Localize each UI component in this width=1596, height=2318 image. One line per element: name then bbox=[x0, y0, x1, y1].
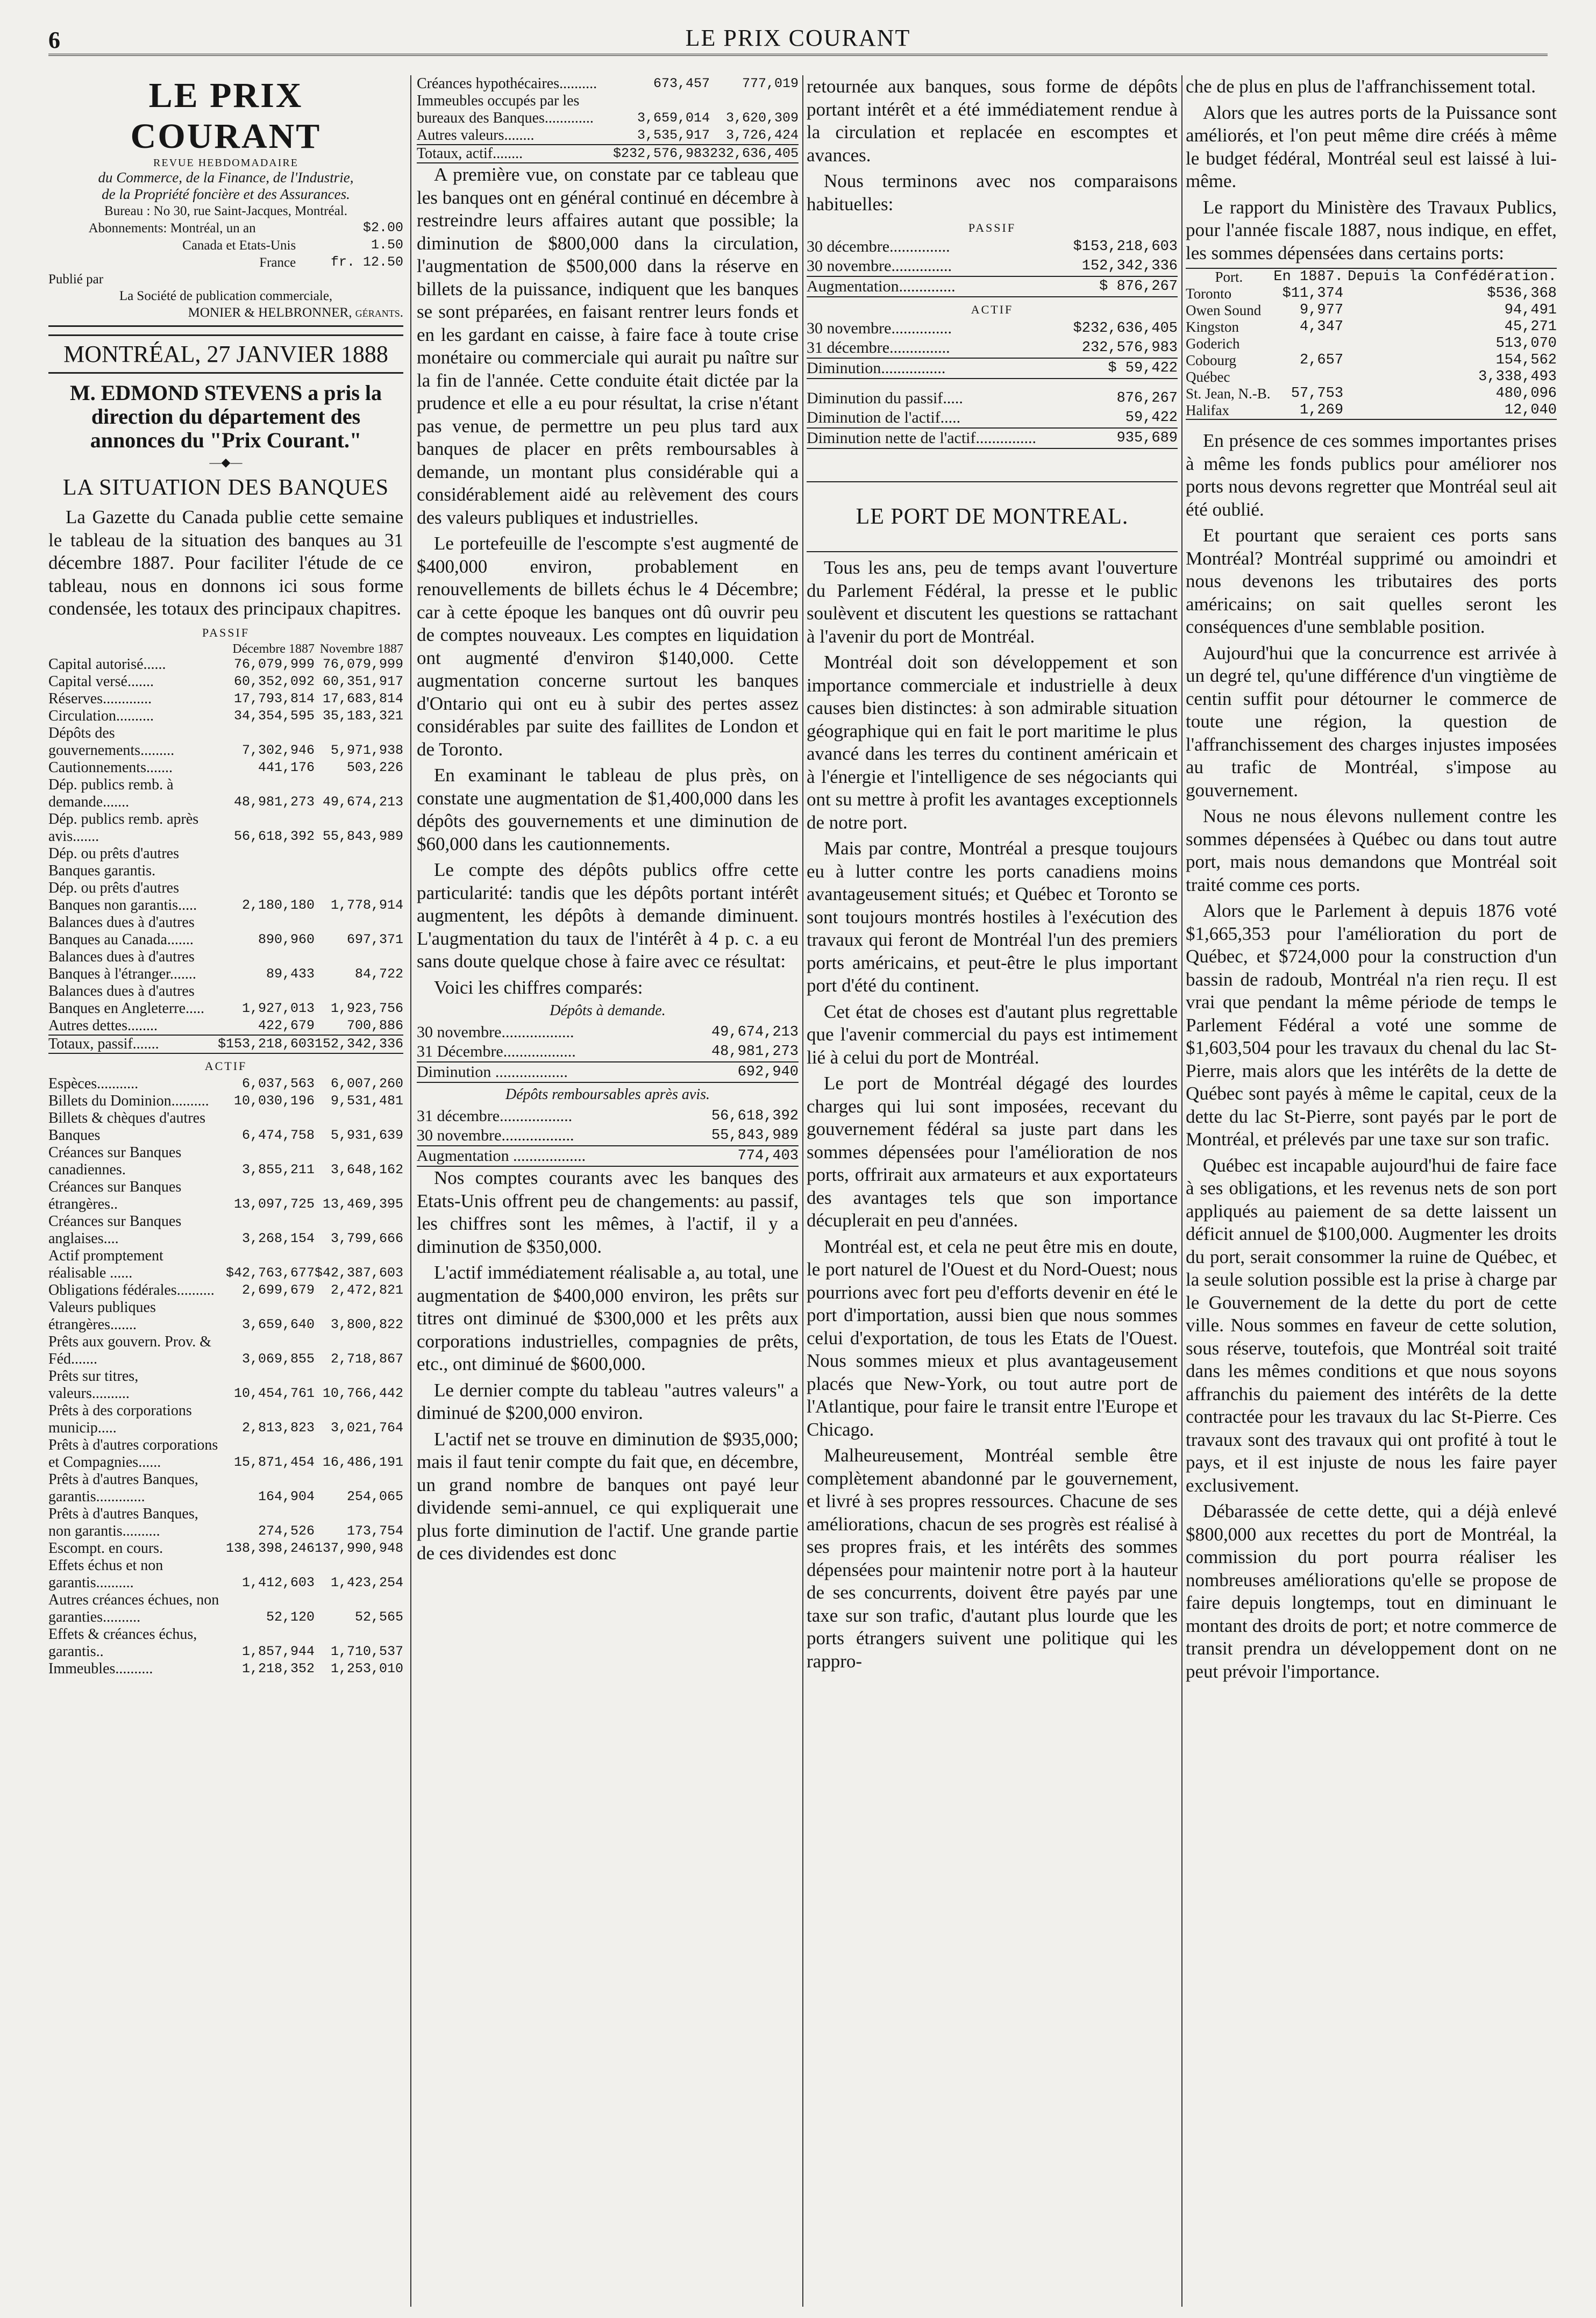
article-paragraph: En examinant le tableau de plus près, on constate une augmentation de $1,400,000 dans les dépôts des gouvernements et une diminution de $60,000 dans les cautionnements. bbox=[417, 765, 799, 854]
row-label: Dépôts des gouvernements......... bbox=[48, 724, 175, 759]
article-paragraph: Le compte des dépôts publics offre cette particularité: tandis que les dépôts portant intérêt augmentent, les dépôts à demande diminuent. L'augmentation du taux de l'intérêt à 4 p. c. a eu sans doute quelque chose à faire avec ce résultat: bbox=[417, 859, 799, 972]
value-november: 84,722 bbox=[354, 966, 403, 982]
row-value: 876,267 bbox=[1116, 390, 1178, 406]
total-december: $153,218,603 bbox=[218, 1035, 315, 1053]
masthead-line: du Commerce, de la Finance, de l'Industrie, bbox=[98, 169, 354, 186]
article-paragraph: Nous terminons avec nos comparaisons habituelles: bbox=[807, 170, 1178, 215]
value-november: $42,387,603 bbox=[314, 1265, 403, 1281]
row-value: 49,674,213 bbox=[711, 1024, 799, 1040]
value-november: 35,183,321 bbox=[322, 708, 403, 724]
row-value: 935,689 bbox=[1100, 428, 1178, 448]
value-december: 673,457 bbox=[653, 76, 710, 91]
value-november: 3,620,309 bbox=[725, 110, 799, 126]
port-row bbox=[1186, 369, 1557, 386]
row-label: Circulation.......... bbox=[48, 707, 154, 724]
column-header: Novembre 1887 bbox=[319, 641, 403, 656]
port-row bbox=[1186, 352, 1557, 369]
bureau-address: Bureau : No 30, rue Saint-Jacques, Montréal. bbox=[104, 204, 347, 218]
table-row bbox=[48, 811, 403, 845]
value-december: 422,679 bbox=[258, 1017, 315, 1033]
value-november: 1,423,254 bbox=[330, 1574, 403, 1590]
value-december: 274,526 bbox=[258, 1523, 315, 1539]
row-value: 692,940 bbox=[664, 1062, 799, 1082]
row-label: 31 décembre.................. bbox=[417, 1107, 573, 1125]
row-value: 152,342,336 bbox=[1081, 258, 1178, 274]
table-row bbox=[48, 1402, 403, 1437]
value-november: 3,799,666 bbox=[330, 1230, 403, 1246]
subscription-label: Abonnements: Montréal, un an bbox=[88, 221, 256, 236]
port-name: Cobourg bbox=[1186, 352, 1237, 368]
total-label: Totaux, passif....... bbox=[48, 1035, 218, 1053]
row-label: Prêts sur titres, valeurs.......... bbox=[48, 1367, 139, 1402]
port-row bbox=[1186, 302, 1557, 319]
row-value: $ 59,422 bbox=[1022, 358, 1178, 379]
value-december: 13,097,725 bbox=[233, 1196, 315, 1212]
article-paragraph: Le port de Montréal dégagé des lourdes charges qui lui sont imposées, recevant du gouvernement fédéral sa juste part dans les sommes dépensées pour l'amélioration de nos ports, offrirait aux armateurs et aux exportateurs des avantages tels que son importance décuplerait en peu d'années. bbox=[807, 1073, 1178, 1231]
column-2 bbox=[417, 75, 799, 2307]
port-1887: 1,269 bbox=[1300, 402, 1344, 418]
subscription-price: $2.00 bbox=[362, 220, 403, 236]
row-label: 30 novembre............... bbox=[807, 257, 952, 275]
value-december: 3,659,014 bbox=[637, 110, 710, 126]
value-november bbox=[315, 845, 403, 880]
table-row bbox=[48, 1333, 403, 1368]
running-header bbox=[48, 22, 1548, 56]
subscription-price: 1.50 bbox=[370, 237, 403, 253]
port-1887: $11,374 bbox=[1282, 286, 1344, 302]
table-row bbox=[48, 1282, 403, 1299]
port-name: Owen Sound bbox=[1186, 302, 1262, 318]
actif-table bbox=[48, 1075, 403, 1678]
column-rule bbox=[802, 75, 803, 2307]
port-row bbox=[1186, 386, 1557, 402]
value-november: 10,766,442 bbox=[322, 1385, 403, 1401]
value-december: 52,120 bbox=[266, 1609, 315, 1625]
row-label: 30 novembre............... bbox=[807, 319, 952, 337]
row-value: 55,843,989 bbox=[711, 1128, 799, 1144]
passif-table bbox=[48, 642, 403, 1054]
value-november: 9,531,481 bbox=[330, 1093, 403, 1109]
value-november: 3,800,822 bbox=[330, 1316, 403, 1332]
port-since-confederation: $536,368 bbox=[1487, 286, 1557, 302]
deposits-notice-table bbox=[417, 1107, 799, 1167]
value-december: 1,412,603 bbox=[241, 1574, 315, 1590]
value-december: 3,659,640 bbox=[241, 1316, 315, 1332]
table-row bbox=[48, 1075, 403, 1093]
table-row bbox=[48, 845, 403, 880]
row-label: Immeubles.......... bbox=[48, 1660, 153, 1677]
port-since-confederation: 154,562 bbox=[1495, 352, 1557, 368]
value-november: 254,065 bbox=[346, 1488, 403, 1504]
value-november: 2,718,867 bbox=[330, 1351, 403, 1367]
row-value: $ 876,267 bbox=[1024, 276, 1178, 297]
row-label: Effets échus et non garantis.......... bbox=[48, 1557, 163, 1591]
dateline: MONTRÉAL, 27 JANVIER 1888 bbox=[48, 334, 403, 374]
row-label: Balances dues à d'autres Banques en Angleterre..... bbox=[48, 982, 205, 1017]
row-label: Prêts à d'autres corporations et Compagnies...... bbox=[48, 1436, 218, 1471]
table-row bbox=[417, 75, 799, 92]
masthead-line: de la Propriété foncière et des Assurances. bbox=[102, 186, 350, 202]
article-paragraph: Nos comptes courants avec les banques des Etats-Unis offrent peu de changements: au passif, les chiffres sont les mêmes, à l'actif, il y a diminution de $350,000. bbox=[417, 1167, 799, 1257]
row-label: Réserves............. bbox=[48, 690, 152, 707]
total-row bbox=[417, 145, 799, 163]
row-label: Diminution de l'actif..... bbox=[807, 409, 961, 426]
table-row bbox=[48, 1557, 403, 1592]
table-row bbox=[48, 1179, 403, 1213]
table-caption: ACTIF bbox=[204, 1059, 247, 1073]
table-caption: ACTIF bbox=[971, 303, 1014, 316]
table-row bbox=[48, 1110, 403, 1144]
port-name: Toronto bbox=[1186, 286, 1232, 302]
article-title: LA SITUATION DES BANQUES bbox=[62, 475, 389, 500]
table-row bbox=[48, 673, 403, 690]
article-paragraph: L'actif net se trouve en diminution de $935,000; mais il faut tenir compte du fait que, en décembre, un grand nombre de banques ont payé leur dividende semi-annuel, ce qui expliquerait une plus forte diminution de l'actif. Une grande partie de ces dividendes est donc bbox=[417, 1428, 799, 1564]
value-december: 6,474,758 bbox=[241, 1127, 315, 1143]
article-paragraph: retournée aux banques, sous forme de dépôts portant intérêt et a été immédiatement rendue à la circulation et replacée en escomptes et avances. bbox=[807, 76, 1178, 166]
row-label: Dép. ou prêts d'autres Banques garantis. bbox=[48, 845, 179, 879]
row-label: Espèces........... bbox=[48, 1075, 139, 1092]
comparison-passif-table bbox=[807, 237, 1178, 297]
row-label: Escompt. en cours. bbox=[48, 1539, 163, 1557]
value-december: 2,180,180 bbox=[241, 897, 315, 913]
publisher-managers: MONIER & HELBRONNER, gérants. bbox=[188, 305, 403, 320]
value-december: 6,037,563 bbox=[241, 1075, 315, 1092]
value-november: 1,923,756 bbox=[330, 1000, 403, 1016]
actif-table-continued bbox=[417, 75, 799, 163]
value-december: 138,398,246 bbox=[225, 1540, 315, 1556]
subscription-table bbox=[48, 219, 403, 271]
value-december: 10,454,761 bbox=[233, 1385, 315, 1401]
port-name: Goderich bbox=[1186, 336, 1240, 352]
value-november: 13,469,395 bbox=[322, 1196, 403, 1212]
port-row bbox=[1186, 336, 1557, 352]
table-caption: PASSIF bbox=[202, 625, 250, 639]
table-row bbox=[48, 948, 403, 983]
port-since-confederation: 513,070 bbox=[1495, 336, 1557, 352]
port-since-confederation: 45,271 bbox=[1504, 319, 1557, 335]
article-paragraph: Tous les ans, peu de temps avant l'ouverture du Parlement Fédéral, la presse et le public soulèvent et discutent les questions se rattachant à l'avenir du port de Montréal. bbox=[807, 557, 1178, 647]
value-november: 5,971,938 bbox=[330, 742, 403, 758]
value-december: 34,354,595 bbox=[233, 708, 315, 724]
masthead bbox=[48, 75, 403, 327]
row-value: 232,576,983 bbox=[1081, 340, 1178, 356]
article-paragraph: che de plus en plus de l'affranchissement total. bbox=[1186, 76, 1536, 97]
masthead-title: LE PRIX COURANT bbox=[130, 76, 322, 156]
table-row bbox=[48, 1626, 403, 1660]
port-since-confederation: 3,338,493 bbox=[1478, 369, 1557, 385]
table-row bbox=[48, 759, 403, 776]
article-paragraph: Aujourd'hui que la concurrence est arrivée à un degré tel, qu'une différence d'un vingtième de centin suffit pour détourner le commerce de toute une région, la question de l'affranchissement des charges injustes imposées au trafic de Montréal, s'impose au gouvernement. bbox=[1186, 642, 1557, 801]
row-value: $153,218,603 bbox=[1073, 239, 1178, 255]
row-value: 48,981,273 bbox=[711, 1044, 799, 1060]
row-label: Cautionnements....... bbox=[48, 759, 173, 776]
value-november: 17,683,814 bbox=[322, 690, 403, 707]
row-label: Capital versé....... bbox=[48, 673, 154, 690]
port-name: Québec bbox=[1186, 369, 1230, 385]
article-paragraph: Montréal est, et cela ne peut être mis en doute, le port naturel de l'Ouest et du Nord-Ouest; nous pourrions avec fort peu d'efforts devenir en été le port d'importation, aussi bien que nous sommes celui d'exportation, de tous les Etats de l'Ouest. Nous sommes mieux et plus avantageusement placés que New-York, ou tout autre port de l'Atlantique, pour faire le transit entre l'Europe et Chicago. bbox=[807, 1236, 1178, 1440]
article-paragraph: Et pourtant que seraient ces ports sans Montréal? Montréal supprimé ou amoindri et nous devenons les tributaires des ports américains; on sait quelles seront les conséquences d'une semblable position. bbox=[1186, 525, 1557, 637]
table-row bbox=[48, 1299, 403, 1333]
port-row bbox=[1186, 286, 1557, 302]
value-december: 48,981,273 bbox=[233, 794, 315, 810]
row-label: Augmentation.............. bbox=[807, 276, 1024, 297]
value-december: 60,352,092 bbox=[233, 673, 315, 689]
row-label: Prêts à des corporations municip..... bbox=[48, 1402, 192, 1436]
value-november: 1,253,010 bbox=[330, 1660, 403, 1677]
table-row bbox=[417, 127, 799, 145]
row-label: Balances dues à d'autres Banques à l'étranger....... bbox=[48, 948, 196, 982]
row-label: Actif promptement réalisable ...... bbox=[48, 1247, 163, 1281]
row-label: 30 décembre............... bbox=[807, 238, 950, 255]
value-november: 49,674,213 bbox=[322, 794, 403, 810]
ports-table bbox=[1186, 268, 1557, 420]
value-december: 2,813,823 bbox=[241, 1420, 315, 1436]
row-label: Obligations fédérales.......... bbox=[48, 1281, 215, 1299]
publisher-label: Publié par bbox=[48, 272, 104, 287]
row-label: Diminution nette de l'actif............... bbox=[807, 428, 1100, 448]
value-november: 173,754 bbox=[346, 1523, 403, 1539]
table-caption: Dépôts à demande. bbox=[550, 1002, 666, 1019]
row-label: 30 novembre.................. bbox=[417, 1126, 574, 1144]
article-paragraph: Débarassée de cette dette, qui a déjà enlevé $800,000 aux recettes du port de Montréal, la commission du port pourra réaliser les nombreuses améliorations qu'elle se propose de faire depuis longtemps, tout en diminuant le montant des droits de port; et notre commerce de transit prendra un développement dont on ne peut prévoir l'importance. bbox=[1186, 1501, 1557, 1682]
article-paragraph: Montréal doit son développement et son importance commerciale et industrielle à deux causes bien distinctes: à son admirable situation géographique qui en fait le port maritime le plus avancé dans les terres du continent américain et à l'énergie et l'intelligence de ses négociants qui ont su mettre à profit les avantages exceptionnels de notre port. bbox=[807, 652, 1178, 833]
row-label: Diminution .................. bbox=[417, 1062, 664, 1082]
table-row bbox=[48, 1247, 403, 1282]
article-paragraph: Québec est incapable aujourd'hui de faire face à ses obligations, et les revenus nets de son port appliqués au paiement de sa dette laissent un déficit annuel de $100,000. Augmenter les droits du port, serait consommer la ruine de Québec, et la seule solution possible est la prise à charge par le Gouvernement de la dette du port de cette ville. Nous sommes en faveur de cette solution, sous réserve, toutefois, que Montréal soit traité dans les mêmes conditions et que nous soyons affranchis du paiement des intérêts de la dette contractée pour les travaux du lac St-Pierre. Ces travaux sont des travaux qui ont profité à tout le pays, et il est injuste de nous les faire payer exclusivement. bbox=[1186, 1154, 1557, 1496]
value-december: 17,793,814 bbox=[233, 690, 315, 707]
value-december: 7,302,946 bbox=[241, 742, 315, 758]
table-row bbox=[48, 1144, 403, 1179]
row-value: $232,636,405 bbox=[1073, 320, 1178, 337]
value-november: 60,351,917 bbox=[322, 673, 403, 689]
value-december: 441,176 bbox=[258, 759, 315, 775]
article-paragraph: L'actif immédiatement réalisable a, au total, une augmentation de $400,000 environ, les prêts sur titres ont diminué de $300,000 et les prêts aux corporations industrielles, compagnies de prêts, etc., ont diminué de $600,000. bbox=[417, 1262, 799, 1374]
ornament-separator: —◆— bbox=[209, 455, 243, 469]
article-paragraph: Le rapport du Ministère des Travaux Publics, pour l'année fiscale 1887, nous indique, en effet, les sommes dépensées dans certains ports: bbox=[1186, 196, 1557, 263]
row-label: Créances sur Banques étrangères.. bbox=[48, 1178, 182, 1213]
table-row bbox=[48, 1540, 403, 1557]
value-december: 56,618,392 bbox=[233, 828, 315, 844]
total-label: Totaux, actif........ bbox=[417, 145, 613, 163]
total-november: 232,636,405 bbox=[710, 145, 799, 163]
value-december: 15,871,454 bbox=[233, 1454, 315, 1470]
row-label: Billets & chèques d'autres Banques bbox=[48, 1109, 205, 1144]
value-december: $42,763,677 bbox=[225, 1265, 315, 1281]
article-paragraph: A première vue, on constate par ce tableau que les banques ont en général continué en décembre à restreindre leurs affaires autant que possible; la diminution de $800,000 dans la circulation, l'augmentation de $500,000 dans la réserve en billets de la puissance, indiquent que les banques se sont préparées, en faisant rentrer leurs fonds et en les gardant en caisse, à faire face à toute crise monétaire ou commerciale qui aurait pu naître sur la fin de l'année. Cette conduite était dictée par la prudence et elle a eu pour résultat, la crise n'étant pas venue, de permettre un peu plus tard aux banques de placer en prêts remboursables à demande, un montant plus considérable qui a considérablement aidé au relèvement des cours des valeurs publiques et industrielles. bbox=[417, 164, 799, 528]
value-november: 3,726,424 bbox=[725, 127, 799, 143]
port-row bbox=[1186, 402, 1557, 419]
running-title: LE PRIX COURANT bbox=[685, 25, 911, 51]
article-title: LE PORT DE MONTREAL. bbox=[856, 504, 1129, 529]
table-row bbox=[48, 1660, 403, 1678]
row-label: Créances sur Banques anglaises.... bbox=[48, 1213, 182, 1247]
value-december: 1,218,352 bbox=[241, 1660, 315, 1677]
row-label: Créances hypothécaires.......... bbox=[417, 75, 597, 92]
value-november: 6,007,260 bbox=[330, 1075, 403, 1092]
row-label: Dép. publics remb. après avis....... bbox=[48, 810, 199, 845]
column-rule bbox=[1181, 75, 1182, 2307]
value-december: 2,699,679 bbox=[241, 1282, 315, 1298]
article-paragraph: Le dernier compte du tableau "autres valeurs" a diminué de $200,000 environ. bbox=[417, 1379, 799, 1423]
row-label: Effets & créances échus, garantis.. bbox=[48, 1625, 197, 1660]
column-header: Port. bbox=[1215, 269, 1243, 285]
subscription-label: France bbox=[259, 255, 296, 270]
port-1887: 9,977 bbox=[1300, 302, 1344, 318]
value-november: 5,931,639 bbox=[330, 1127, 403, 1143]
row-label: Dép. ou prêts d'autres Banques non garantis..... bbox=[48, 879, 197, 914]
column-header: En 1887. bbox=[1273, 269, 1344, 285]
value-november: 52,565 bbox=[354, 1609, 403, 1625]
value-december: 3,855,211 bbox=[241, 1161, 315, 1178]
row-label: Diminution du passif..... bbox=[807, 389, 963, 407]
article-paragraph: Cet état de choses est d'autant plus regrettable que l'avenir commercial du pays est intimement lié à celui du port de Montréal. bbox=[807, 1001, 1178, 1068]
column-rule bbox=[410, 75, 411, 2307]
table-row bbox=[48, 1017, 403, 1035]
port-1887: 4,347 bbox=[1300, 319, 1344, 335]
port-since-confederation: 94,491 bbox=[1504, 302, 1557, 318]
article-paragraph: Alors que les autres ports de la Puissance sont améliorés, et l'on peut même dire créés à même le budget fédéral, Montréal seul est laissé à lui-même. bbox=[1186, 102, 1557, 191]
article-paragraph: Nous ne nous élevons nullement contre les sommes dépensées à Québec ou dans tout autre port, mais nous demandons que Montréal soit traité comme ces ports. bbox=[1186, 805, 1557, 895]
article-paragraph: En présence de ces sommes importantes prises à même les fonds publics pour améliorer nos ports nous devons regretter que Montréal seul ait été oublié. bbox=[1186, 430, 1557, 520]
article-paragraph: La Gazette du Canada publie cette semaine le tableau de la situation des banques au 31 décembre 1887. Pour faciliter l'étude de ce tableau, nous en donnons ici sous forme condensée, les totaux des principaux chapitres. bbox=[48, 507, 403, 619]
value-december: 3,069,855 bbox=[241, 1351, 315, 1367]
port-name: St. Jean, N.-B. bbox=[1186, 386, 1271, 402]
value-december: 3,268,154 bbox=[241, 1230, 315, 1246]
column-1 bbox=[48, 75, 403, 2307]
notice: M. EDMOND STEVENS a pris la direction du département des annonces du "Prix Courant." bbox=[69, 381, 382, 452]
value-november: 503,226 bbox=[346, 759, 403, 775]
comparison-actif-table bbox=[807, 319, 1178, 379]
value-december: 10,030,196 bbox=[233, 1093, 315, 1109]
value-november: 700,886 bbox=[346, 1017, 403, 1033]
page-number: 6 bbox=[48, 27, 60, 53]
port-since-confederation: 12,040 bbox=[1504, 402, 1557, 418]
table-row bbox=[48, 880, 403, 914]
table-caption: PASSIF bbox=[968, 221, 1016, 234]
article-paragraph: Le portefeuille de l'escompte s'est augmenté de $400,000 environ, probablement en renouvellements de billets échus le 4 Décembre; car à cette époque les banques ont dû ouvrir peu de comptes nouveaux. Les comptes en liquidation ont augmenté d'environ $140,000. Cette augmentation concerne surtout les banques d'Ontario qui ont eu à subir des pertes assez considérables par suite des faillites de London et de Toronto. bbox=[417, 533, 799, 760]
value-november: 1,710,537 bbox=[330, 1643, 403, 1659]
port-1887: 57,753 bbox=[1291, 386, 1344, 402]
table-row bbox=[48, 1592, 403, 1626]
value-november: 76,079,999 bbox=[322, 656, 403, 672]
value-december: 1,927,013 bbox=[241, 1000, 315, 1016]
value-december: 76,079,999 bbox=[233, 656, 315, 672]
table-caption: Dépôts remboursables après avis. bbox=[505, 1086, 710, 1103]
table-row bbox=[48, 1437, 403, 1471]
port-name: Halifax bbox=[1186, 402, 1229, 418]
row-label: Balances dues à d'autres Banques au Canada....... bbox=[48, 914, 195, 948]
row-label: 31 décembre............... bbox=[807, 339, 950, 356]
row-label: Dép. publics remb. à demande....... bbox=[48, 776, 174, 810]
article-paragraph: Mais par contre, Montréal a presque toujours eu à lutter contre les ports canadiens moins avantageusement situés; et Québec et Toronto se sont toujours montrés hostiles à l'exécution des travaux qui feront de Montréal l'un des premiers ports américains, et peut-être le plus important port d'été du continent. bbox=[807, 838, 1178, 996]
table-row bbox=[48, 708, 403, 725]
value-november: 2,472,821 bbox=[330, 1282, 403, 1298]
value-november: 3,021,764 bbox=[330, 1420, 403, 1436]
table-row bbox=[48, 1093, 403, 1110]
port-1887 bbox=[1272, 369, 1343, 386]
row-label: Immeubles occupés par les bureaux des Banques............. bbox=[417, 92, 594, 126]
column-header: Décembre 1887 bbox=[232, 641, 315, 656]
total-december: $232,576,983 bbox=[613, 145, 710, 163]
table-row bbox=[48, 983, 403, 1017]
column-3 bbox=[807, 75, 1178, 2307]
value-december: 164,904 bbox=[258, 1488, 315, 1504]
total-row bbox=[48, 1035, 403, 1053]
value-november: 3,648,162 bbox=[330, 1161, 403, 1178]
row-label: Prêts à d'autres Banques, non garantis.......... bbox=[48, 1505, 198, 1539]
table-row bbox=[48, 1368, 403, 1402]
row-label: Diminution................ bbox=[807, 358, 1022, 379]
value-november: 777,019 bbox=[742, 76, 799, 91]
row-label: 31 Décembre.................. bbox=[417, 1043, 576, 1060]
table-row bbox=[48, 1213, 403, 1247]
table-row bbox=[48, 690, 403, 708]
table-row bbox=[48, 776, 403, 811]
value-november: 55,843,989 bbox=[322, 828, 403, 844]
deposits-demand-table bbox=[417, 1023, 799, 1083]
row-label: Créances sur Banques canadiennes. bbox=[48, 1144, 182, 1178]
row-label: Valeurs publiques étrangères....... bbox=[48, 1299, 156, 1333]
table-row bbox=[48, 656, 403, 673]
value-november: 137,990,948 bbox=[314, 1540, 403, 1556]
table-row bbox=[48, 1506, 403, 1540]
value-november: 697,371 bbox=[346, 931, 403, 947]
value-december: 890,960 bbox=[258, 931, 315, 947]
row-label: Autres dettes........ bbox=[48, 1017, 158, 1034]
value-december: 3,535,917 bbox=[637, 127, 710, 143]
port-name: Kingston bbox=[1186, 319, 1239, 335]
port-row bbox=[1186, 319, 1557, 336]
row-label: Billets du Dominion.......... bbox=[48, 1092, 209, 1109]
article-paragraph: Malheureusement, Montréal semble être complètement abandonné par le gouvernement, et livré à ses propres ressources. Chacune de ses améliorations, chacun de ses progrès est réalisé à ses propres frais, et les intérêts des sommes dépensées pour maintenir notre port à la hauteur de ses concurrents, doivent être payés par une taxe sur son trafic, d'autant plus lourde que les ports étrangers suivent une politique qui les rappro- bbox=[807, 1445, 1178, 1672]
subscription-label: Canada et Etats-Unis bbox=[182, 238, 296, 253]
publisher-name: La Société de publication commerciale, bbox=[119, 289, 333, 303]
subscription-price: fr. 12.50 bbox=[330, 254, 403, 270]
table-row bbox=[48, 914, 403, 948]
row-value: 56,618,392 bbox=[711, 1108, 799, 1124]
table-row bbox=[417, 92, 799, 127]
row-label: Prêts à d'autres Banques, garantis............. bbox=[48, 1471, 198, 1505]
row-label: Augmentation .................. bbox=[417, 1146, 668, 1166]
port-since-confederation: 480,096 bbox=[1495, 386, 1557, 402]
row-label: Autres valeurs........ bbox=[417, 127, 535, 144]
row-label: Autres créances échues, non garanties.......... bbox=[48, 1591, 219, 1625]
article-paragraph: Alors que le Parlement à depuis 1876 voté $1,665,353 pour l'amélioration du port de Québec, et $724,000 pour la construction d'un bassin de radoub, Montréal n'a rien reçu. Il est vrai que pendant la même période de temps le Parlement Fédéral a voté une somme de $1,603,504 pour les travaux du chenal du lac St-Pierre, mais alors que les intérêts de la dette de Québec sont payés à même le capital, ceux de la dette du lac St-Pierre, sont payés par le port de Montréal, et prélevés par une taxe sur son trafic. bbox=[1186, 900, 1557, 1150]
table-row bbox=[48, 725, 403, 759]
value-november: 1,778,914 bbox=[330, 897, 403, 913]
table-row bbox=[48, 1471, 403, 1506]
masthead-subtitle: REVUE HEBDOMADAIRE bbox=[153, 157, 298, 169]
article-paragraph: Voici les chiffres comparés: bbox=[434, 976, 643, 998]
row-label: 30 novembre.................. bbox=[417, 1023, 574, 1041]
port-1887 bbox=[1272, 336, 1343, 352]
row-label: Prêts aux gouvern. Prov. & Féd....... bbox=[48, 1333, 212, 1367]
row-value: 774,403 bbox=[668, 1146, 799, 1166]
row-label: Capital autorisé...... bbox=[48, 655, 166, 673]
comparison-summary-table bbox=[807, 389, 1178, 449]
row-value: 59,422 bbox=[1125, 410, 1178, 426]
total-november: 152,342,336 bbox=[315, 1035, 403, 1053]
value-december: 89,433 bbox=[266, 966, 315, 982]
port-1887: 2,657 bbox=[1300, 352, 1344, 368]
column-4 bbox=[1186, 75, 1557, 2307]
value-december bbox=[218, 845, 315, 880]
value-november: 16,486,191 bbox=[322, 1454, 403, 1470]
column-header: Depuis la Confédération. bbox=[1348, 269, 1557, 285]
value-december: 1,857,944 bbox=[241, 1643, 315, 1659]
